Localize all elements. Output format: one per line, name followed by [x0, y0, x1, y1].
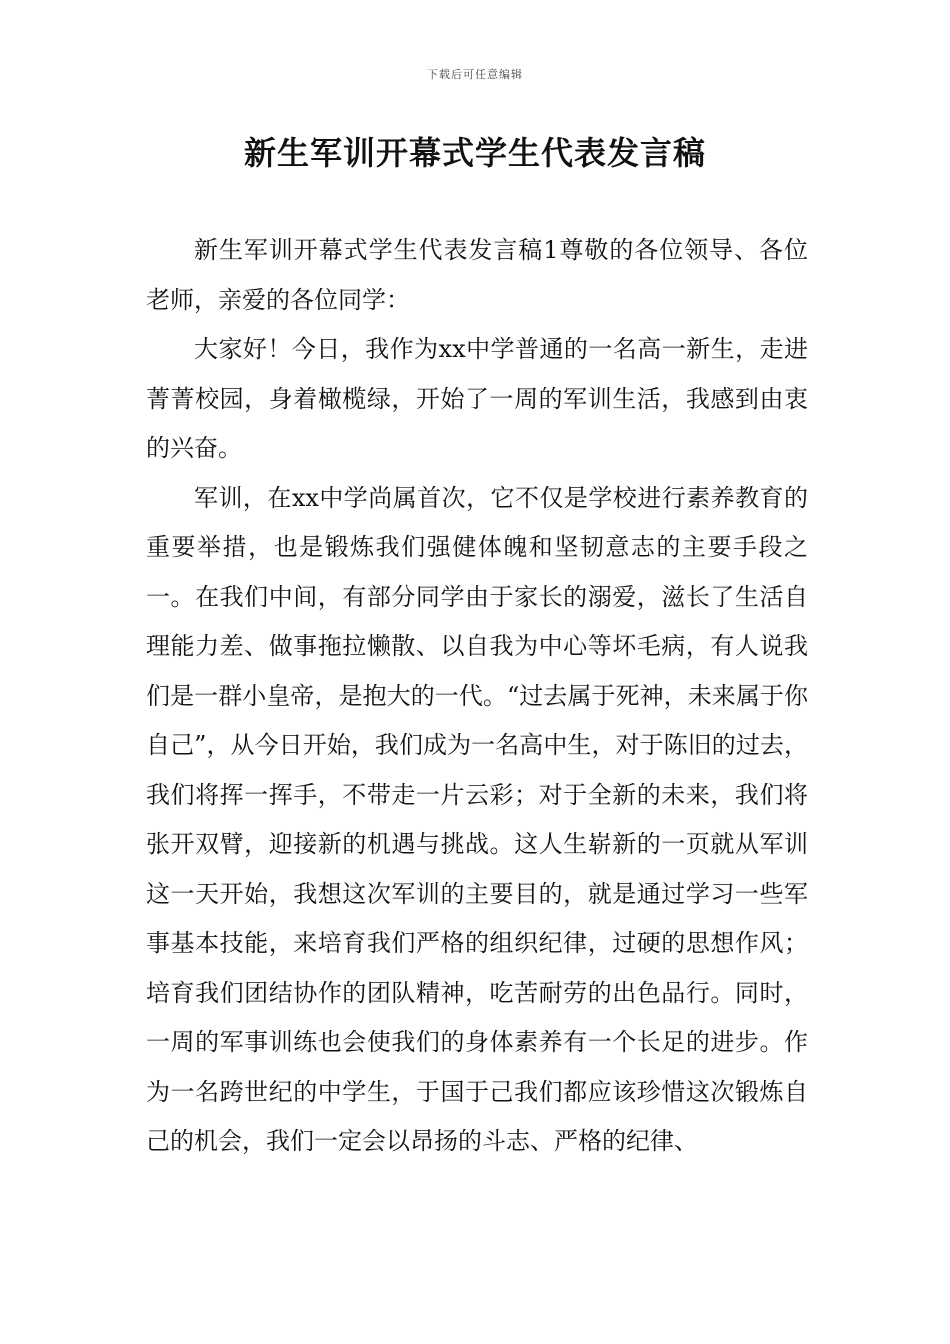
paragraph-intro: 大家好！今日，我作为xx中学普通的一名高一新生，走进菁菁校园，身着橄榄绿，开始了一周的军训生活，我感到由衷的兴奋。 [146, 335, 808, 462]
paragraph-main: 军训，在xx中学尚属首次，它不仅是学校进行素养教育的重要举措，也是锻炼我们强健体魄和坚韧意志的主要手段之一。在我们中间，有部分同学由于家长的溺爱，滋长了生活自理能力差、做事拖拉懒散、以自我为中心等坏毛病，有人说我们是一群小皇帝，是抱大的一代。“过去属于死神，未来属于你自己”，从今日开始，我们成为一名高中生，对于陈旧的过去，我们将挥一挥手，不带走一片云彩；对于全新的未来，我们将张开双臂，迎接新的机遇与挑战。这人生崭新的一页就从军训这一天开始，我想这次军训的主要目的，就是通过学习一些军事基本技能，来培育我们严格的组织纪律，过硬的思想作风；培育我们团结协作的团队精神，吃苦耐劳的出色品行。同时，一周的军事训练也会使我们的身体素养有一个长足的进步。作为一名跨世纪的中学生，于国于己我们都应该珍惜这次锻炼自己的机会，我们一定会以昂扬的斗志、严格的纪律、 [146, 483, 808, 1155]
header-note: 下载后可任意编辑 [427, 68, 523, 81]
paragraph-greeting: 新生军训开幕式学生代表发言稿1尊敬的各位领导、各位老师，亲爱的各位同学： [146, 236, 808, 314]
document-body [146, 226, 808, 1167]
document-title: 新生军训开幕式学生代表发言稿 [243, 134, 706, 172]
